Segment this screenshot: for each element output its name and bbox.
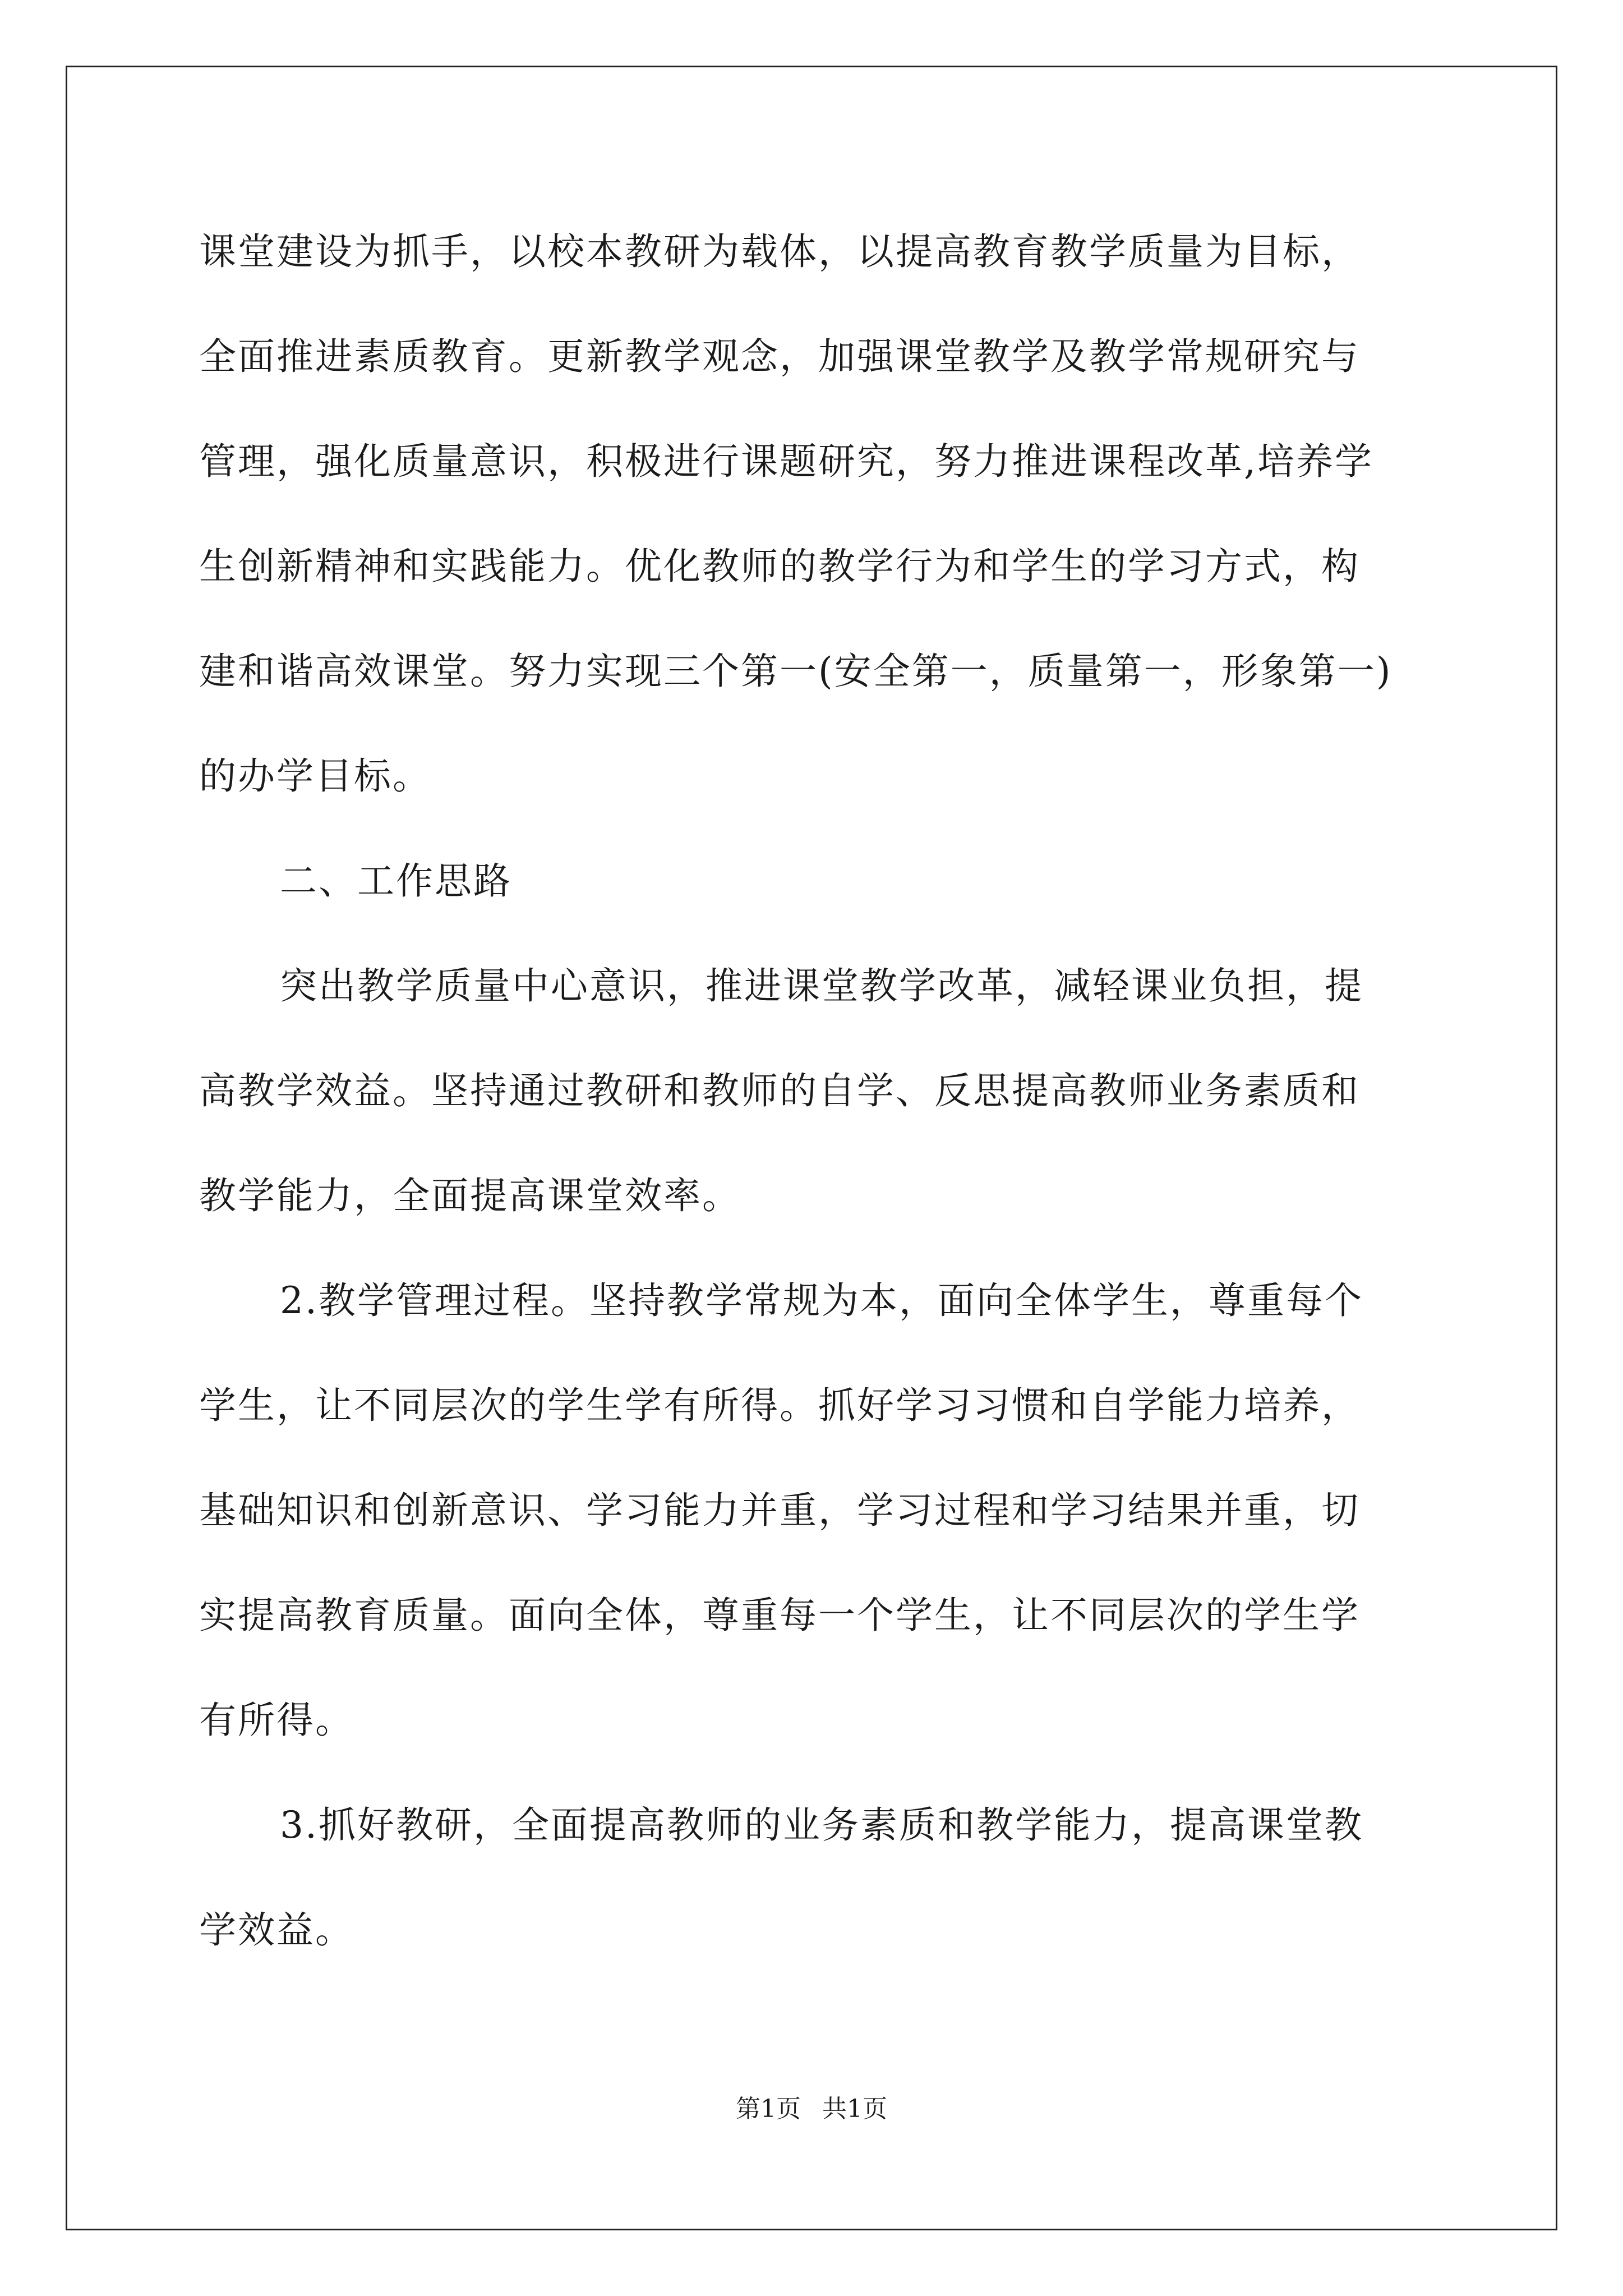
text-line: 课堂建设为抓手，以校本教研为载体，以提高教育教学质量为目标，	[199, 230, 1360, 273]
text-line: 生创新精神和实践能力。优化教师的教学行为和学生的学习方式，构	[199, 545, 1360, 588]
document-body	[199, 199, 1433, 1982]
text-line: 学效益。	[199, 1908, 354, 1952]
page-total: 共1页	[822, 2095, 887, 2123]
text-line: 突出教学质量中心意识，推进课堂教学改革，减轻课业负担，提	[280, 964, 1363, 1007]
page-number: 第1页	[736, 2095, 801, 2123]
text-line: 基础知识和创新意识、学习能力并重，学习过程和学习结果并重，切	[199, 1489, 1360, 1532]
text-line: 建和谐高效课堂。努力实现三个第一(安全第一，质量第一，形象第一)	[199, 650, 1393, 693]
page-footer	[0, 2092, 1623, 2126]
text-line: 高教学效益。坚持通过教研和教师的自学、反思提高教师业务素质和	[199, 1069, 1360, 1112]
text-line: 实提高教育质量。面向全体，尊重每一个学生，让不同层次的学生学	[199, 1594, 1360, 1637]
text-line: 2.教学管理过程。坚持教学常规为本，面向全体学生，尊重每个	[280, 1279, 1363, 1322]
text-line: 3.抓好教研，全面提高教师的业务素质和教学能力，提高课堂教	[280, 1803, 1363, 1847]
text-line: 有所得。	[199, 1699, 354, 1742]
section-heading: 二、工作思路	[280, 859, 512, 903]
text-line: 管理，强化质量意识，积极进行课题研究，努力推进课程改革,培养学	[199, 440, 1373, 483]
text-line: 的办学目标。	[199, 754, 431, 798]
text-line: 学生，让不同层次的学生学有所得。抓好学习习惯和自学能力培养，	[199, 1384, 1360, 1427]
text-line: 全面推进素质教育。更新教学观念，加强课堂教学及教学常规研究与	[199, 335, 1360, 378]
text-line: 教学能力，全面提高课堂效率。	[199, 1174, 741, 1217]
